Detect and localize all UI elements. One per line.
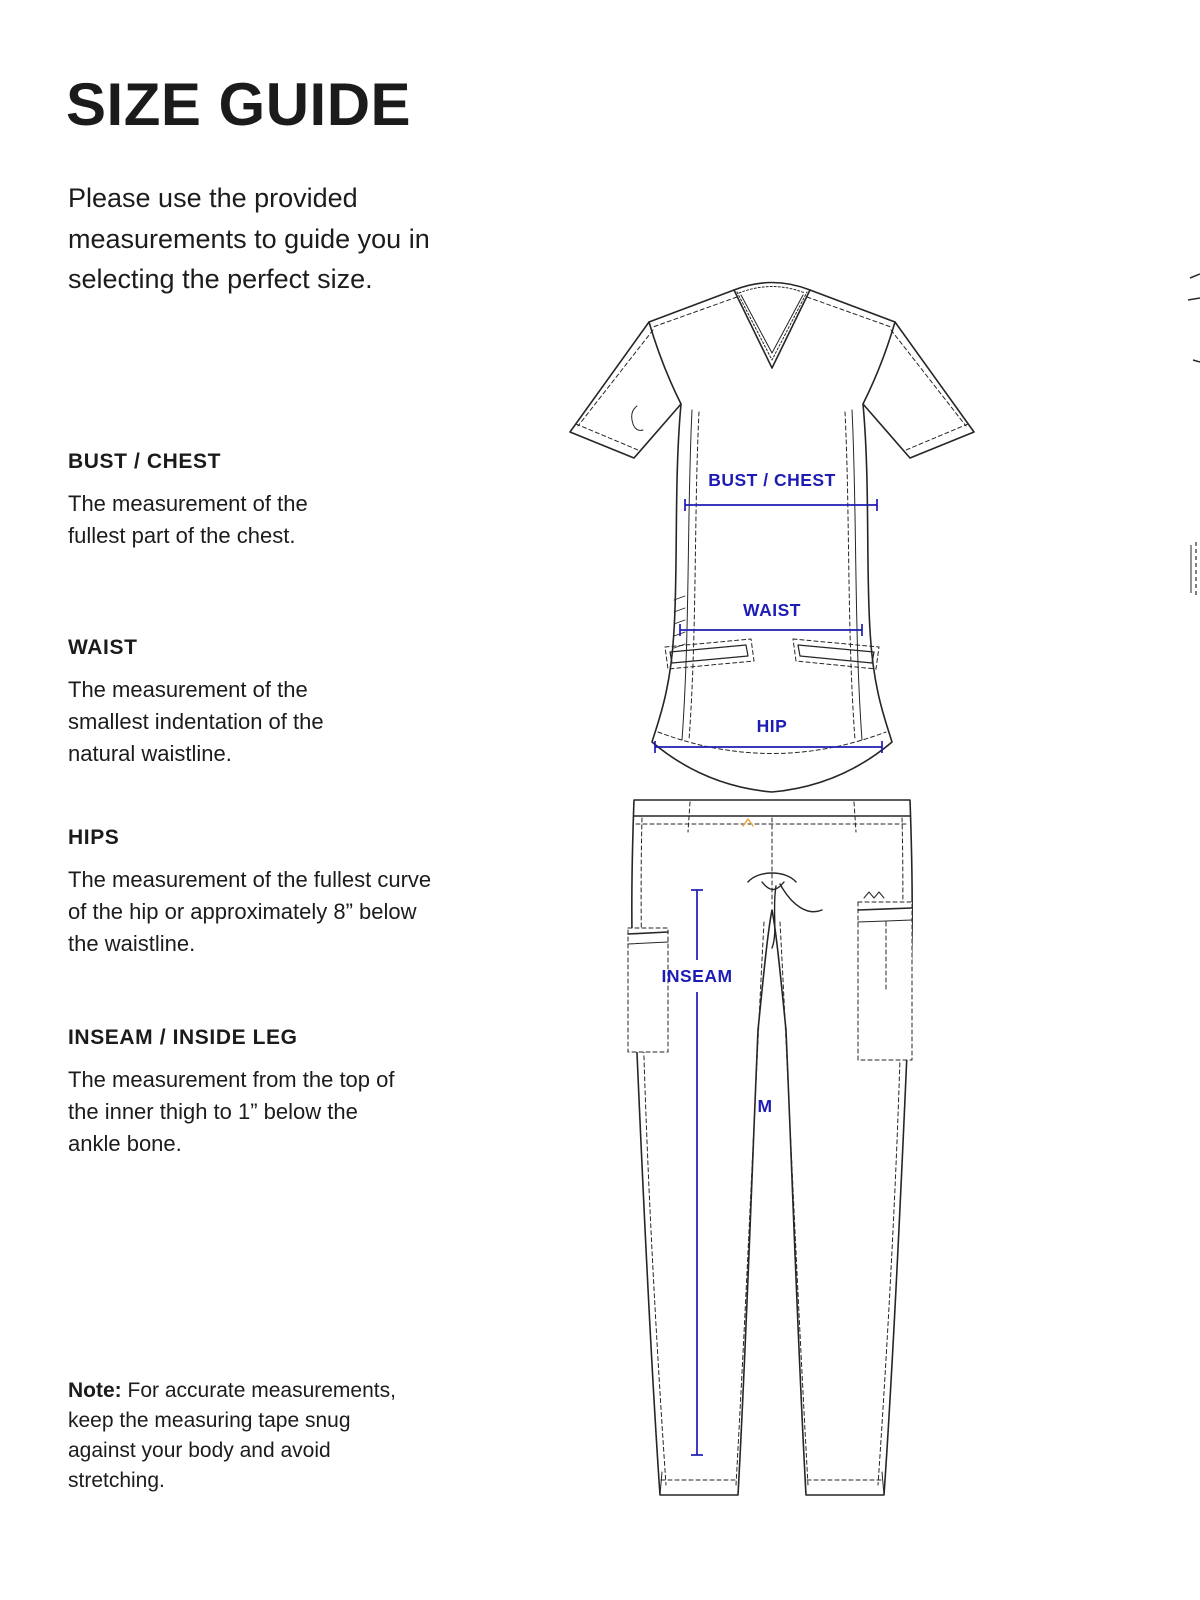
section-heading-hips: HIPS [68, 826, 120, 849]
section-heading-bust-chest: BUST / CHEST [68, 450, 222, 473]
waist-measure-label: WAIST [743, 600, 801, 620]
section-heading-waist: WAIST [68, 636, 138, 659]
section-inseam [68, 1026, 408, 1160]
note-label: Note: [68, 1379, 122, 1402]
hip-measure-label: HIP [756, 716, 788, 736]
section-body-inseam: The measurement from the top of the inner thigh to 1” below the ankle bone. [68, 1067, 395, 1156]
page-title: SIZE GUIDE [66, 71, 412, 138]
section-waist [68, 636, 378, 770]
inseam-measure-label: INSEAM [661, 966, 733, 986]
section-hips [68, 826, 443, 960]
page-edge-artifact [1186, 266, 1200, 606]
intro-text: Please use the provided measurements to guide you in selecting the perfect size. [68, 183, 430, 294]
section-heading-inseam: INSEAM / INSIDE LEG [68, 1026, 298, 1049]
cargo-pocket-left [628, 928, 668, 1052]
bust-measure-label: BUST / CHEST [708, 470, 836, 490]
scrub-pants-drawing [628, 800, 912, 1495]
cargo-pocket-right [858, 892, 912, 1060]
section-body-bust-chest: The measurement of the fullest part of the chest. [68, 491, 308, 548]
section-body-waist: The measurement of the smallest indentation of the natural waistline. [68, 677, 324, 766]
note-body: For accurate measurements, keep the measuring tape snug against your body and avoid stretching. [68, 1379, 396, 1493]
section-body-hips: The measurement of the fullest curve of the hip or approximately 8” below the waistline. [68, 867, 432, 956]
note-text [68, 1376, 402, 1496]
section-bust-chest [68, 450, 368, 552]
size-marker-label: M [757, 1096, 773, 1116]
garment-illustration [540, 270, 1010, 1520]
